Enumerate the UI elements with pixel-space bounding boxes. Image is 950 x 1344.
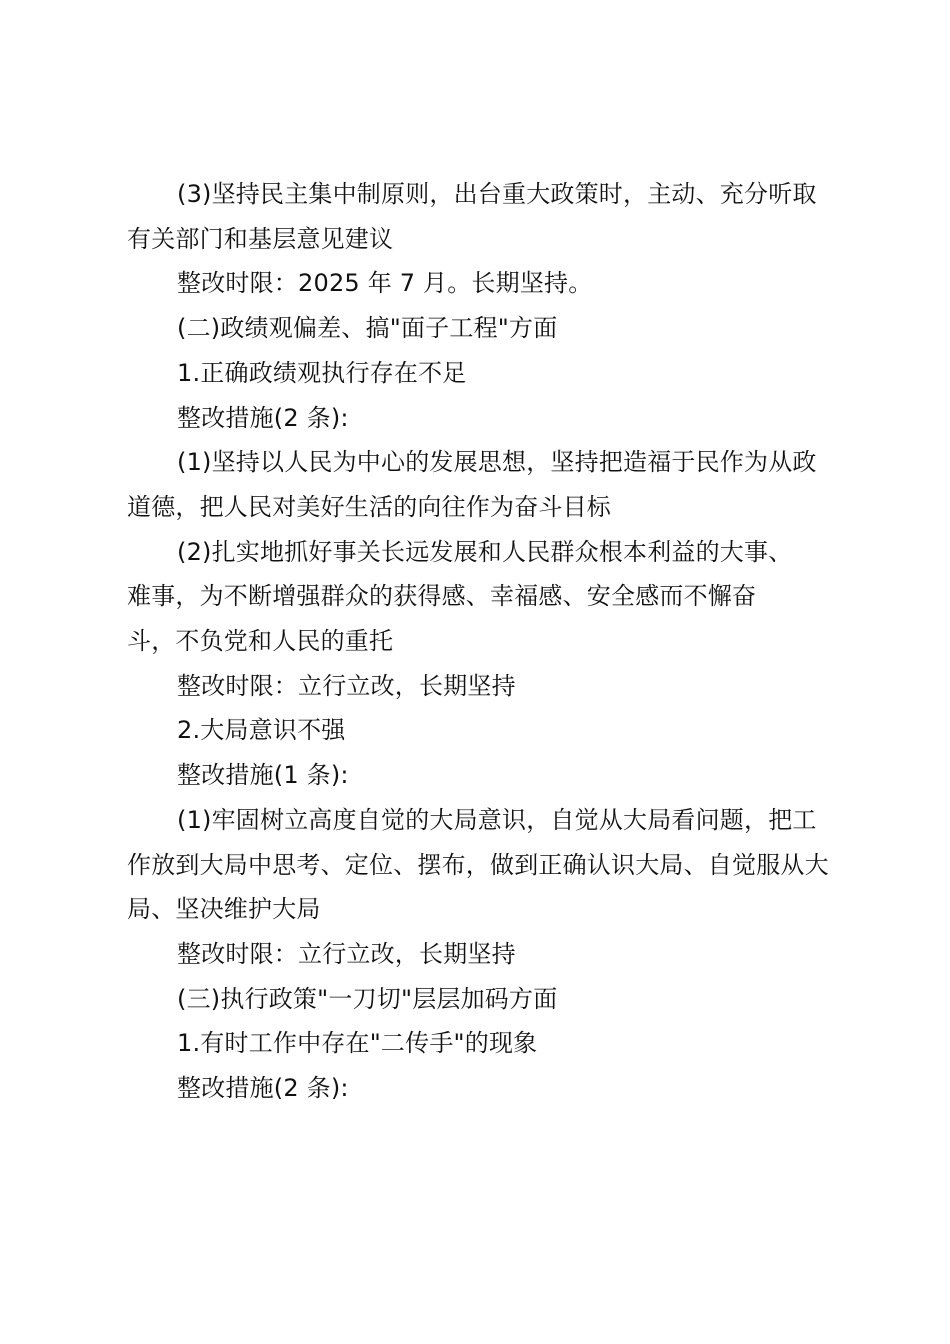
measures-label-2-2: 整改措施(1 条):	[177, 761, 349, 790]
issue-heading-2-2: 2.大局意识不强	[177, 716, 346, 745]
document-body	[127, 172, 832, 1111]
paragraph-measure-2-2-1: (1)牢固树立高度自觉的大局意识，自觉从大局看问题，把工作放到大局中思考、定位、摆布，做到正确认识大局、自觉服从大局、坚决维护大局	[127, 805, 829, 924]
paragraph-measure-3: (3)坚持民主集中制原则，出台重大政策时，主动、充分听取有关部门和基层意见建议	[127, 180, 817, 253]
paragraph-measure-2-1-1: (1)坚持以人民为中心的发展思想，坚持把造福于民作为从政道德，把人民对美好生活的向往作为奋斗目标	[127, 448, 817, 521]
section-heading-2: (二)政绩观偏差、搞"面子工程"方面	[177, 314, 558, 343]
section-heading-3: (三)执行政策"一刀切"层层加码方面	[177, 984, 558, 1013]
paragraph-deadline-2-1: 整改时限：立行立改，长期坚持	[177, 671, 516, 700]
issue-heading-2-1: 1.正确政绩观执行存在不足	[177, 358, 467, 387]
measures-label-2-1: 整改措施(2 条):	[177, 403, 349, 432]
issue-heading-3-1: 1.有时工作中存在"二传手"的现象	[177, 1029, 538, 1058]
measures-label-3-1: 整改措施(2 条):	[177, 1074, 349, 1103]
paragraph-deadline-1: 整改时限：2025 年 7 月。长期坚持。	[177, 269, 593, 298]
paragraph-deadline-2-2: 整改时限：立行立改，长期坚持	[177, 939, 516, 968]
paragraph-measure-2-1-2: (2)扎实地抓好事关长远发展和人民群众根本利益的大事、难事，为不断增强群众的获得感、幸福感、安全感而不懈奋斗，不负党和人民的重托	[127, 537, 793, 656]
